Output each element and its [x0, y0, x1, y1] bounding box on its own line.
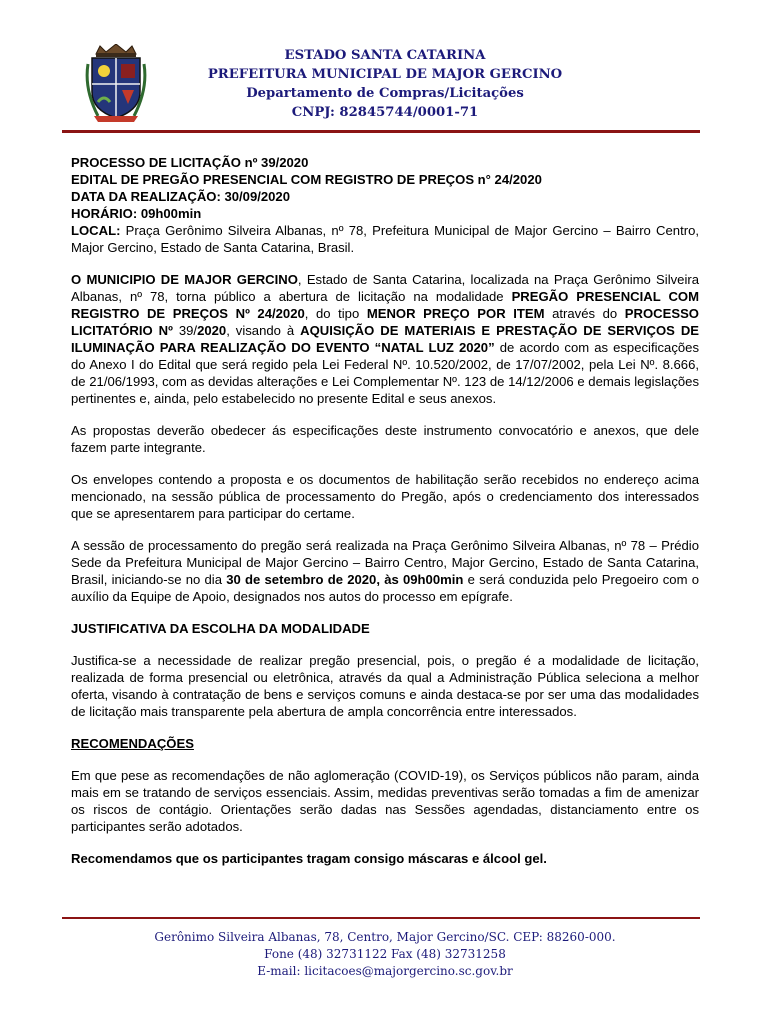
- intro-text: , do tipo: [304, 306, 367, 321]
- prefecture-name: PREFEITURA MUNICIPAL DE MAJOR GERCINO: [207, 67, 563, 82]
- modality-name: PREGÃO PRESENCIAL COM REGISTRO DE PREÇOS Nº 24/2020: [71, 289, 699, 321]
- location-paragraph: [71, 222, 699, 256]
- state-name: ESTADO SANTA CATARINA: [284, 48, 486, 63]
- intro-text: , visando à: [226, 323, 301, 338]
- intro-text: 39/: [172, 323, 198, 338]
- footer-divider: [62, 917, 700, 919]
- session-paragraph: [71, 537, 699, 605]
- location-label: LOCAL:: [71, 223, 121, 238]
- envelopes-paragraph: Os envelopes contendo a proposta e os documentos de habilitação serão recebidos no endereço acima mencionado, na sessão pública de processamento do Pregão, após o credenciamento dos interessados que se apresentarem para participar do certame.: [71, 472, 699, 521]
- intro-text: através do: [544, 306, 625, 321]
- process-label: PROCESSO LICITATÓRIO Nº: [71, 306, 699, 338]
- header-divider: [62, 130, 700, 133]
- intro-text: , Estado de Santa Catarina, localizada na Praça Gerônimo Silveira Albanas, nº 78, torna público a abertura de licitação na modalidade: [71, 272, 699, 304]
- department-name: Departamento de Compras/Licitações: [246, 86, 524, 101]
- intro-paragraph: [71, 271, 699, 407]
- process-year: 2020: [197, 323, 227, 338]
- recommendations-paragraph: Em que pese as recomendações de não aglomeração (COVID-19), os Serviços públicos não param, ainda mais em se tratando de serviços essenciais. Assim, medidas preventivas serão tomadas a fim de amenizar os riscos de contágio. Orientações serão dadas nas Sessões agendadas, distanciamento entre os participantes serão adotados.: [71, 768, 699, 834]
- edital-number: EDITAL DE PREGÃO PRESENCIAL COM REGISTRO DE PREÇOS n° 24/2020: [71, 172, 542, 187]
- footer: [90, 929, 680, 980]
- session-date: 30 de setembro de 2020, às 09h00min: [226, 572, 464, 587]
- intro-text: de acordo com as especificações do Anexo I do Edital que será regido pela Lei Federal Nº. 10.520/2002, de 17/07/2002, pela Lei Nº. 8.666, de 21/06/1993, com as devidas alterações e Lei Complementar Nº. 123 de 14/12/2006 e demais legislações pertinentes e, ainda, pelo estabelecido no presente Edital e seus anexos.: [71, 340, 699, 406]
- document-body: [71, 154, 699, 867]
- location-text: Praça Gerônimo Silveira Albanas, nº 78, Prefeitura Municipal de Major Gercino – Bairro Centro, Major Gercino, Estado de Santa Catarina, Brasil.: [71, 223, 699, 255]
- footer-phone: Fone (48) 32731122 Fax (48) 32731258: [264, 947, 506, 961]
- footer-email: E-mail: licitacoes@majorgercino.sc.gov.br: [257, 964, 513, 978]
- award-type: MENOR PREÇO POR ITEM: [366, 306, 545, 321]
- process-number: PROCESSO DE LICITAÇÃO nº 39/2020: [71, 155, 309, 170]
- realization-time: HORÁRIO: 09h00min: [71, 206, 202, 221]
- municipality-name: O MUNICIPIO DE MAJOR GERCINO: [71, 272, 298, 287]
- object-description: AQUISIÇÃO DE MATERIAIS E PRESTAÇÃO DE SERVIÇOS DE ILUMINAÇÃO PARA REALIZAÇÃO DO EVENTO “NATAL LUZ 2020”: [71, 323, 700, 355]
- footer-address: Gerônimo Silveira Albanas, 78, Centro, Major Gercino/SC. CEP: 88260-000.: [154, 930, 616, 944]
- proposals-paragraph: As propostas deverão obedecer ás especificações deste instrumento convocatório e anexos, que dele fazem parte integrante.: [71, 423, 699, 455]
- recommendations-heading: RECOMENDAÇÕES: [71, 736, 194, 751]
- closing-recommendation: Recomendamos que os participantes tragam consigo máscaras e álcool gel.: [71, 851, 547, 866]
- justification-heading: JUSTIFICATIVA DA ESCOLHA DA MODALIDADE: [71, 621, 370, 636]
- realization-date: DATA DA REALIZAÇÃO: 30/09/2020: [71, 189, 290, 204]
- session-text: e será conduzida pelo Pregoeiro com o auxílio da Equipe de Apoio, designados nos autos do processo em epígrafe.: [71, 572, 700, 604]
- letterhead: [160, 46, 610, 122]
- municipal-coat-of-arms-icon: [84, 44, 148, 124]
- session-text: A sessão de processamento do pregão será realizada na Praça Gerônimo Silveira Albanas, nº 78 – Prédio Sede da Prefeitura Municipal de Major Gercino – Bairro Centro, Major Gercino, Estado de Santa Catarina, Brasil, iniciando-se no dia: [71, 538, 699, 587]
- cnpj: CNPJ: 82845744/0001-71: [291, 105, 479, 120]
- justification-paragraph: Justifica-se a necessidade de realizar pregão presencial, pois, o pregão é a modalidade de licitação, realizada de forma presencial ou eletrônica, através da qual a Administração Pública seleciona a melhor oferta, visando à contratação de bens e serviços comuns e ainda destaca-se por ser uma das modalidades de licitação mais transparente pela abertura de ampla concorrência entre interessados.: [71, 653, 699, 719]
